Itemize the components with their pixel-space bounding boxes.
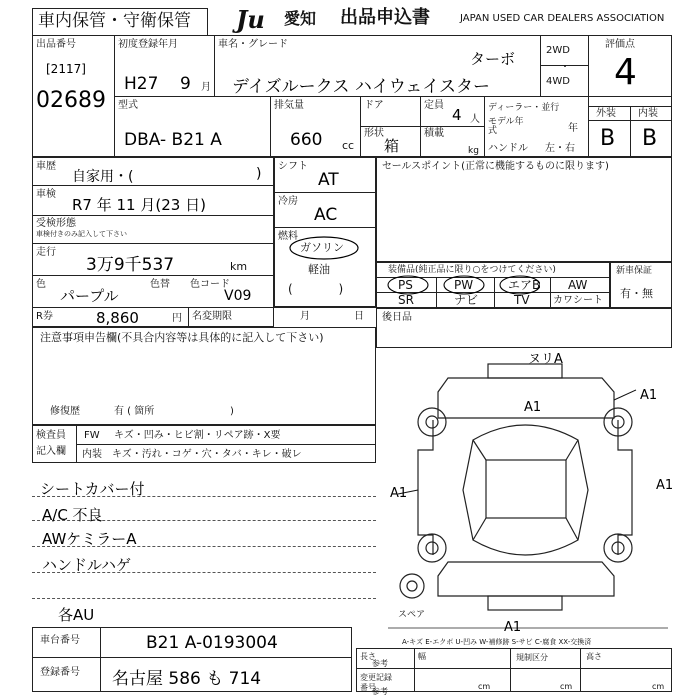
model-name: デイズルークス ハイウェイスター xyxy=(232,77,491,97)
capacity-value: 4 xyxy=(452,106,462,124)
fuel-paren: ( ) xyxy=(288,282,344,296)
mark-a1-right: A1 xyxy=(656,478,674,493)
history-value: 自家用・( xyxy=(72,169,134,185)
person-unit: 人 xyxy=(470,114,480,125)
selling-points-frame xyxy=(376,157,672,262)
color-code-value: V09 xyxy=(224,288,252,304)
car-diagram xyxy=(378,340,672,640)
equip-pw: PW xyxy=(454,278,474,292)
note-line-2: A/C 不良 xyxy=(42,506,103,524)
exterior-value: B xyxy=(600,126,616,151)
name-change-month: 月 xyxy=(300,311,310,322)
ref-label-2: 参考 xyxy=(372,687,388,696)
height-label: 高さ xyxy=(586,652,602,661)
new-car-label: 新車保証 xyxy=(616,266,653,276)
model-year-label: モデル年式 xyxy=(488,117,524,136)
entry-label: 記入欄 xyxy=(36,446,66,457)
shift-label: シフト xyxy=(278,161,308,172)
equip-leather: カワシート xyxy=(553,295,603,306)
cm-unit-1: cm xyxy=(478,682,491,691)
inspect-interior-items: キズ・汚れ・コゲ・穴・タバ・キレ・破レ xyxy=(112,449,302,460)
plate-label: 登録番号 xyxy=(40,667,80,678)
body-label: 形状 xyxy=(364,128,384,139)
repair-close: ) xyxy=(230,406,234,417)
spec-label: 規制区分 xyxy=(516,653,548,662)
num-label: 番号 xyxy=(360,683,376,692)
form-title: 出品申込書 xyxy=(340,7,430,28)
note-line-4: ハンドルハゲ xyxy=(42,556,131,574)
kg-unit: kg xyxy=(468,146,479,156)
note-line-1: シートカバー付 xyxy=(40,480,145,498)
yen-unit: 円 xyxy=(172,313,182,324)
dealer-label: ディーラー・並行 xyxy=(488,103,560,113)
selling-points-label: セールスポイント(正常に機能するものに限ります) xyxy=(382,161,609,172)
mark-a1-left: A1 xyxy=(390,486,408,501)
color-code-label: 色コード xyxy=(190,279,230,290)
interior-label: 内装 xyxy=(638,108,658,119)
capacity-label: 定員 xyxy=(424,100,444,111)
note-line-3: AWケミラーA xyxy=(42,530,137,548)
lot-sub: [2117] xyxy=(46,62,86,76)
body-value: 箱 xyxy=(384,137,400,155)
association-name: JAPAN USED CAR DEALERS ASSOCIATION xyxy=(460,13,665,24)
mileage-value: 3万9千537 xyxy=(86,255,175,275)
exterior-label: 外装 xyxy=(596,108,616,119)
handle-options: 左・右 xyxy=(545,143,575,154)
displacement-value: 660 xyxy=(290,130,323,150)
drive-dot: ・ xyxy=(560,62,570,73)
chassis-label: 車台番号 xyxy=(40,635,80,646)
first-reg-label: 初度登録年月 xyxy=(118,39,178,50)
equip-aw: AW xyxy=(568,278,588,292)
history-close: ) xyxy=(256,166,262,182)
lot-number: 02689 xyxy=(36,88,106,113)
receipt-label: 受検形態 xyxy=(36,218,76,229)
aftermarket-label: 後日品 xyxy=(382,312,412,323)
inspector-label: 検査員 xyxy=(36,430,66,441)
name-change-label: 名変期限 xyxy=(192,311,232,322)
equip-navi: ナビ xyxy=(454,293,479,307)
notes-label: 注意事項申告欄(不具合内容等は具体的に記入して下さい) xyxy=(40,331,324,344)
fw-label: FW xyxy=(84,430,100,441)
equip-tv: TV xyxy=(514,293,530,307)
ac-value: AC xyxy=(314,205,338,225)
inspect-interior-label: 内装 xyxy=(82,449,102,460)
mileage-label: 走行 xyxy=(36,247,56,258)
chassis-value: B21 A-0193004 xyxy=(146,633,278,653)
length-label: 長さ xyxy=(360,652,376,661)
inspection-label: 車検 xyxy=(36,189,56,200)
shift-value: AT xyxy=(318,170,339,190)
displacement-label: 排気量 xyxy=(274,100,304,111)
spare-label: スペア xyxy=(398,610,426,620)
top-paint-mark: ヌリA xyxy=(528,352,563,367)
type-value: DBA- B21 A xyxy=(124,130,222,150)
repair-value: 有 ( 箇所 xyxy=(114,406,155,417)
change-label: 変更記録 xyxy=(360,673,392,682)
plate-value: 名古屋 586 も 714 xyxy=(112,669,262,689)
turbo-note: ターボ xyxy=(470,50,516,68)
fuel-label: 燃料 xyxy=(278,231,298,242)
drive-2wd: 2WD xyxy=(546,45,570,56)
cm-unit-3: cm xyxy=(652,682,665,691)
new-car-value: 有・無 xyxy=(620,287,653,300)
door-label: ドア xyxy=(364,100,384,111)
mark-a1-top: A1 xyxy=(524,400,542,415)
equipment-label: 装備品(純正品に限り○をつけてください) xyxy=(388,265,556,275)
width-label: 幅 xyxy=(418,652,426,661)
inspection-value: R7 年 11 月(23 日) xyxy=(72,196,206,214)
grade-label: 評価点 xyxy=(605,39,635,50)
cm-unit-2: cm xyxy=(560,682,573,691)
color-change-label: 色替 xyxy=(150,279,170,290)
storage-label: 車内保管・守衛保管 xyxy=(38,11,191,31)
interior-value: B xyxy=(642,126,658,151)
damage-legend: A-キズ E-エクボ U-凹み W-補修跡 S-サビ C-腐食 XX-交換済 xyxy=(402,638,592,646)
equip-sr: SR xyxy=(398,293,414,307)
ref-label-1: 参考 xyxy=(372,659,388,668)
type-label: 型式 xyxy=(118,100,138,111)
receipt-note: 車検付きのみ記入して下さい xyxy=(36,230,127,238)
year-unit: 年 xyxy=(568,123,578,134)
first-reg-month: 9 xyxy=(180,74,191,94)
ac-label: 冷房 xyxy=(278,196,298,207)
fw-items: キズ・凹み・ヒビ割・リペア跡・X要 xyxy=(114,430,281,441)
drive-4wd: 4WD xyxy=(546,76,570,87)
color-label: 色 xyxy=(36,279,46,290)
mark-a1-right-top: A1 xyxy=(640,388,658,403)
km-unit: km xyxy=(230,260,248,273)
month-unit: 月 xyxy=(201,82,211,93)
recycle-label: R券 xyxy=(36,311,53,322)
fuel-circle-mark xyxy=(286,234,362,262)
repair-label: 修復歴 xyxy=(50,406,80,417)
equip-airbag: エアB xyxy=(508,278,541,292)
lot-label: 出品番号 xyxy=(36,39,76,50)
weight-label: 積載 xyxy=(424,128,444,139)
mark-a1-bottom: A1 xyxy=(504,620,522,635)
color-value: パープル xyxy=(60,287,119,305)
equip-ps: PS xyxy=(398,278,413,292)
name-change-day: 日 xyxy=(354,311,364,322)
size-frame xyxy=(356,648,672,692)
first-reg-year: H27 xyxy=(124,74,159,94)
recycle-value: 8,860 xyxy=(96,309,139,327)
ju-logo: Ju xyxy=(236,5,265,34)
handle-label: ハンドル xyxy=(488,143,528,154)
org-name: 愛知 xyxy=(284,9,317,28)
fuel-diesel: 軽油 xyxy=(308,263,330,276)
fuel-gas: ガソリン xyxy=(300,241,344,254)
history-label: 車歴 xyxy=(36,161,56,172)
grade-value: 4 xyxy=(614,52,637,93)
extra-note: 各AU xyxy=(58,606,95,624)
cc-unit: cc xyxy=(342,139,355,152)
equip-circle-marks xyxy=(380,274,540,296)
model-label: 車名・グレード xyxy=(218,39,288,50)
